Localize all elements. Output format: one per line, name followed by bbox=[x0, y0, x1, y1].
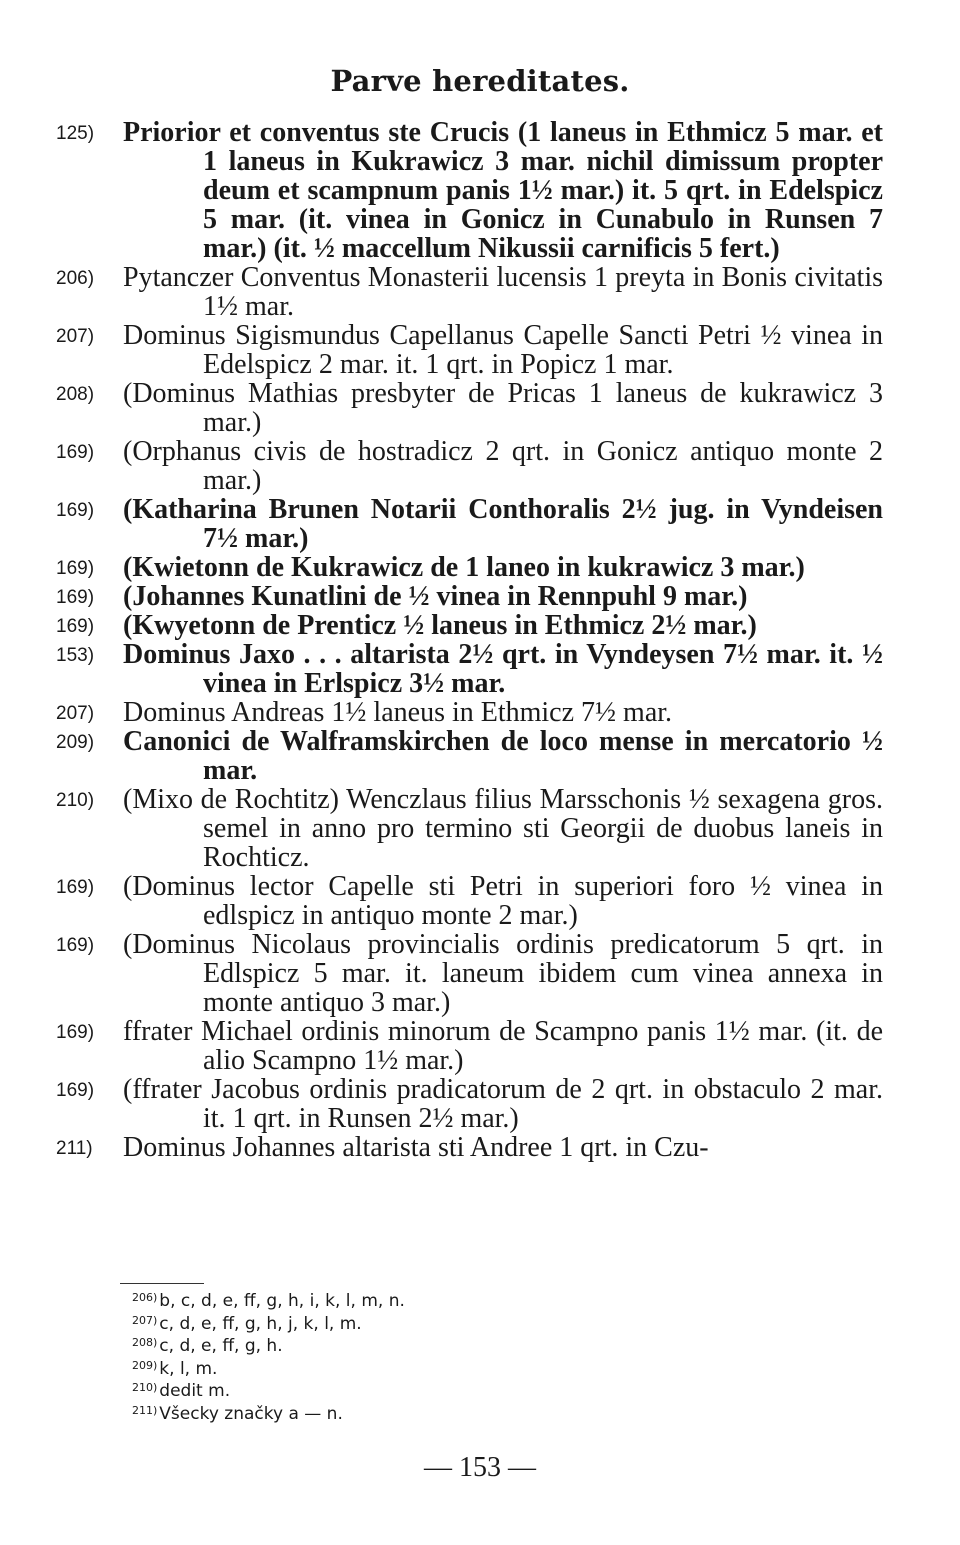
footnote-number: 210) bbox=[132, 1381, 158, 1395]
entry bbox=[56, 552, 883, 583]
entry-number: 169) bbox=[56, 616, 95, 637]
entry-text: Dominus Andreas 1½ laneus in Ethmicz 7½ mar. bbox=[123, 697, 673, 728]
entry bbox=[56, 639, 883, 699]
entry-number: 209) bbox=[56, 732, 95, 753]
page-title: Parve hereditates. bbox=[330, 64, 630, 98]
footnote-number: 208) bbox=[132, 1336, 158, 1350]
entry bbox=[56, 1016, 883, 1076]
entry bbox=[56, 262, 883, 322]
footnote bbox=[132, 1287, 832, 1310]
entry bbox=[56, 378, 883, 438]
entry bbox=[56, 494, 883, 554]
entry-number: 169) bbox=[56, 935, 95, 956]
entry bbox=[56, 784, 883, 873]
entry-text: Dominus Jaxo . . . altarista 2½ qrt. in Vyndeysen 7½ mar. it. ½ vinea in Erlspicz 3½ mar. bbox=[123, 639, 883, 699]
entry bbox=[56, 1074, 883, 1134]
footnote bbox=[132, 1355, 832, 1378]
entry-text: (Katharina Brunen Notarii Conthoralis 2½ jug. in Vyndeisen 7½ mar.) bbox=[123, 494, 883, 554]
entry-number: 206) bbox=[56, 268, 95, 289]
footnote-text: c, d, e, ff, g, h. bbox=[159, 1336, 283, 1357]
entry-number: 208) bbox=[56, 384, 95, 405]
entry-text: (Dominus Nicolaus provincialis ordinis predicatorum 5 qrt. in Edlspicz 5 mar. it. laneum ibidem cum vinea annexa in monte antiquo 3 mar.) bbox=[123, 929, 883, 1018]
footnote bbox=[132, 1400, 832, 1423]
entry-number: 210) bbox=[56, 790, 95, 811]
entry bbox=[56, 726, 883, 786]
footnote-text: Všecky značky a — n. bbox=[159, 1403, 343, 1424]
footnote-number: 209) bbox=[132, 1358, 158, 1372]
entry-number: 169) bbox=[56, 1080, 95, 1101]
footnote-number: 211) bbox=[132, 1403, 158, 1417]
entry bbox=[56, 581, 883, 612]
entry-number: 153) bbox=[56, 645, 95, 666]
entry bbox=[56, 436, 883, 496]
footnote-list bbox=[132, 1287, 832, 1423]
entry-number: 207) bbox=[56, 703, 95, 724]
entry-text: Pytanczer Conventus Monasterii lucensis 1 preyta in Bonis civitatis 1½ mar. bbox=[123, 262, 883, 322]
entry bbox=[56, 320, 883, 380]
entry-text: (Mixo de Rochtitz) Wenczlaus filius Marsschonis ½ sexagena gros. semel in anno pro termino sti Georgii de duobus laneis in Rochticz. bbox=[123, 784, 883, 873]
footnote-number: 207) bbox=[132, 1313, 158, 1327]
entry-number: 169) bbox=[56, 500, 95, 521]
entry-text: Priorior et conventus ste Crucis (1 laneus in Ethmicz 5 mar. et 1 laneus in Kukrawicz 3 mar. nichil dimissum propter deum et scampnum panis 1½ mar.) it. 5 qrt. in Edelspicz 5 mar. (it. vinea in Gonicz in Cunabulo in Runsen 7 mar.) (it. ½ maccellum Nikussii carnificis 5 fert.) bbox=[123, 117, 883, 264]
entry-number: 169) bbox=[56, 1022, 95, 1043]
entry bbox=[56, 1132, 883, 1163]
entry-text: (ffrater Jacobus ordinis pradicatorum de 2 qrt. in obstaculo 2 mar. it. 1 qrt. in Runsen 2½ mar.) bbox=[123, 1074, 883, 1134]
footnote-rule bbox=[120, 1283, 204, 1284]
entry-number: 169) bbox=[56, 587, 95, 608]
entry-number: 207) bbox=[56, 326, 95, 347]
footnote bbox=[132, 1310, 832, 1333]
entry-text: Canonici de Walframskirchen de loco mense in mercatorio ½ mar. bbox=[123, 726, 883, 786]
footnote-text: c, d, e, ff, g, h, j, k, l, m. bbox=[159, 1313, 362, 1334]
entry-number: 125) bbox=[56, 123, 95, 144]
entry-list bbox=[0, 118, 960, 1162]
entry-text: (Dominus Mathias presbyter de Pricas 1 laneus de kukrawicz 3 mar.) bbox=[123, 378, 883, 438]
footnote bbox=[132, 1332, 832, 1355]
footnote-number: 206) bbox=[132, 1291, 158, 1304]
entry bbox=[56, 697, 883, 728]
entry-number: 211) bbox=[56, 1138, 93, 1159]
entry-number: 169) bbox=[56, 442, 95, 463]
entry bbox=[56, 929, 883, 1018]
entry-number: 169) bbox=[56, 558, 95, 579]
footnote bbox=[132, 1377, 832, 1400]
footnote-text: dedit m. bbox=[159, 1381, 231, 1402]
footnote-text: k, l, m. bbox=[159, 1358, 218, 1379]
entry-text: ffrater Michael ordinis minorum de Scampno panis 1½ mar. (it. de alio Scampno 1½ mar.) bbox=[123, 1016, 883, 1076]
entry-text: (Dominus lector Capelle sti Petri in superiori foro ½ vinea in edlspicz in antiquo monte 2 mar.) bbox=[123, 871, 883, 931]
entry-text: Dominus Johannes altarista sti Andree 1 qrt. in Czu- bbox=[123, 1132, 709, 1163]
entry bbox=[56, 871, 883, 931]
entry-text: (Kwietonn de Kukrawicz de 1 laneo in kukrawicz 3 mar.) bbox=[123, 552, 805, 583]
page-number: — 153 — bbox=[424, 1452, 536, 1483]
entry-text: (Kwyetonn de Prenticz ½ laneus in Ethmicz 2½ mar.) bbox=[123, 610, 757, 641]
entry-text: (Johannes Kunatlini de ½ vinea in Rennpuhl 9 mar.) bbox=[123, 581, 748, 612]
footnote-text: b, c, d, e, ff, g, h, i, k, l, m, n. bbox=[159, 1291, 405, 1311]
entry bbox=[56, 610, 883, 641]
entry-number: 169) bbox=[56, 877, 95, 898]
entry-text: (Orphanus civis de hostradicz 2 qrt. in Gonicz antiquo monte 2 mar.) bbox=[123, 436, 883, 496]
entry bbox=[56, 117, 883, 264]
entry-text: Dominus Sigismundus Capellanus Capelle Sancti Petri ½ vinea in Edelspicz 2 mar. it. 1 qrt. in Popicz 1 mar. bbox=[123, 320, 883, 380]
